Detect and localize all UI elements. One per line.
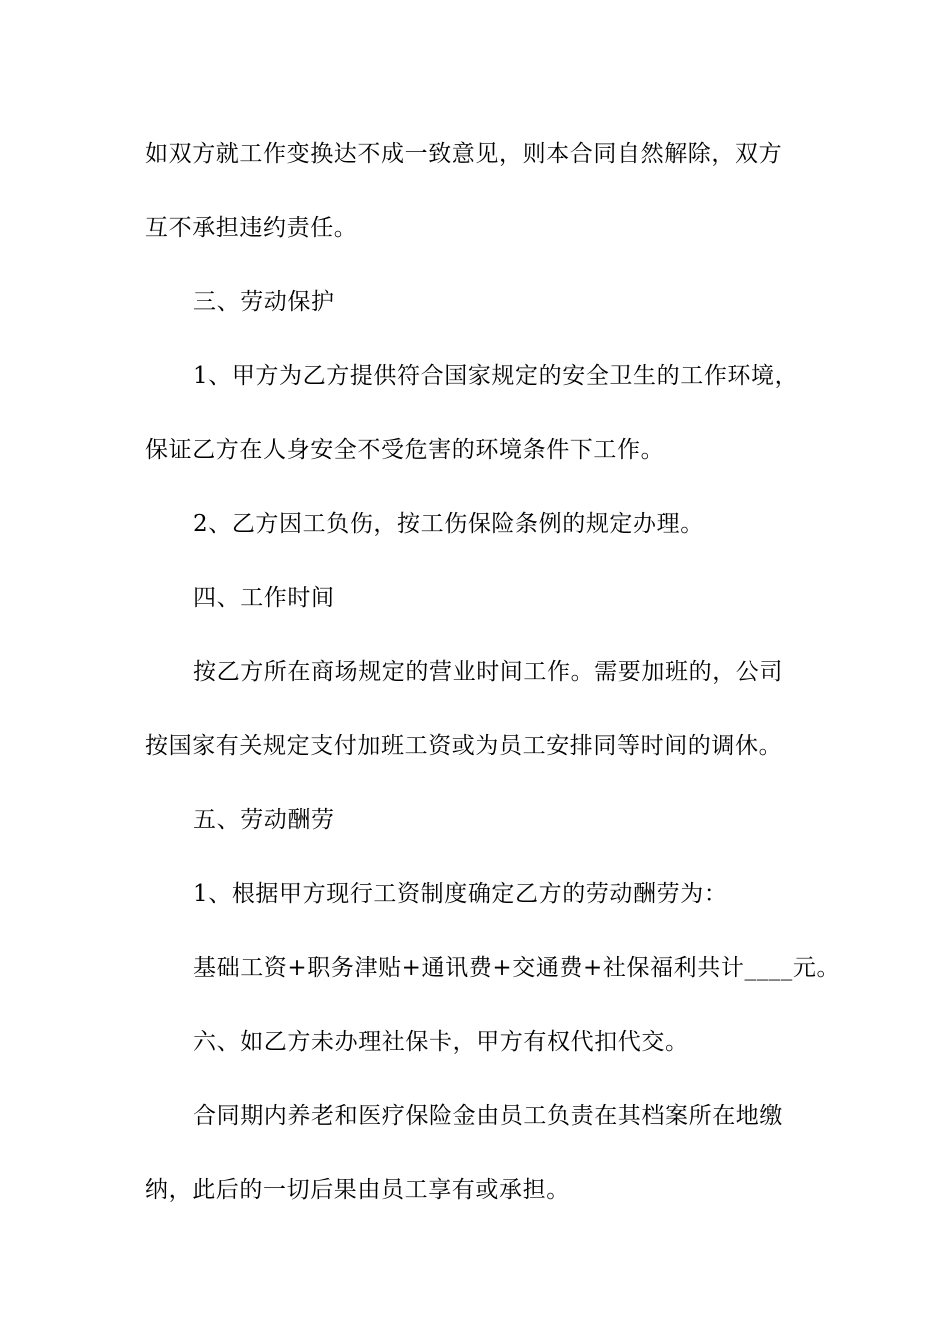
paragraph-line: 六、如乙方未办理社保卡，甲方有权代扣代交。 — [193, 1029, 689, 1055]
section-heading: 五、劳动酬劳 — [193, 807, 335, 833]
paragraph-line: 1、甲方为乙方提供符合国家规定的安全卫生的工作环境， — [193, 363, 799, 389]
section-heading: 三、劳动保护 — [193, 289, 335, 315]
paragraph-line: 按国家有关规定支付加班工资或为员工安排同等时间的调休。 — [145, 733, 783, 759]
paragraph-line: 按乙方所在商场规定的营业时间工作。需要加班的，公司 — [193, 659, 783, 685]
paragraph-line: 保证乙方在人身安全不受危害的环境条件下工作。 — [145, 437, 665, 463]
paragraph-line: 如双方就工作变换达不成一致意见，则本合同自然解除，双方 — [145, 141, 783, 167]
paragraph-line: 基础工资+职务津贴+通讯费+交通费+社保福利共计____元。 — [193, 955, 841, 981]
paragraph-line: 2、乙方因工负伤，按工伤保险条例的规定办理。 — [193, 511, 704, 537]
paragraph-line: 合同期内养老和医疗保险金由员工负责在其档案所在地缴 — [193, 1103, 783, 1129]
section-heading: 四、工作时间 — [193, 585, 335, 611]
paragraph-line: 纳，此后的一切后果由员工享有或承担。 — [145, 1177, 570, 1203]
paragraph-line: 互不承担违约责任。 — [145, 215, 358, 241]
paragraph-line: 1、根据甲方现行工资制度确定乙方的劳动酬劳为： — [193, 881, 728, 907]
